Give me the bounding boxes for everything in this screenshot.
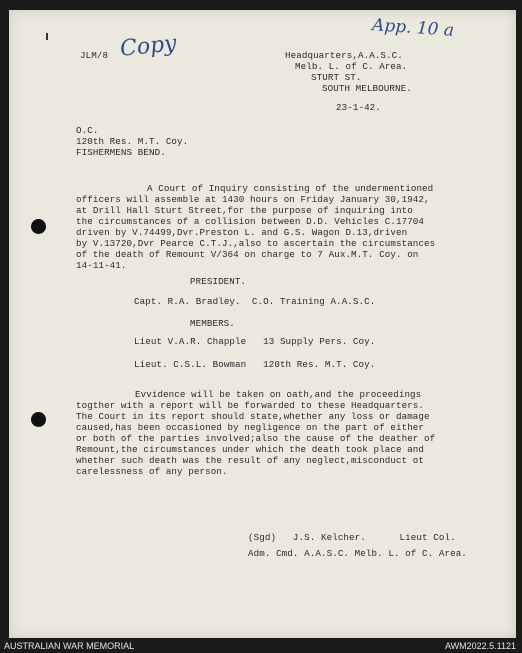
body-p1-line-5: driven by V.74499,Dvr.Preston L. and G.S. Wagon D.13,driven — [76, 227, 408, 238]
body-p2-line-7: whether such death was the result of any neglect,misconduct ot — [76, 455, 425, 466]
archive-name: AUSTRALIAN WAR MEMORIAL — [4, 641, 135, 651]
president-heading: PRESIDENT. — [190, 276, 247, 287]
address-line-1: Headquarters,A.A.S.C. — [285, 50, 403, 61]
address-line-4: SOUTH MELBOURNE. — [322, 83, 412, 94]
body-p1-line-6: by V.13720,Dvr Pearce C.T.J.,also to ascertain the circumstances — [76, 238, 436, 249]
member-entry-2: Lieut. C.S.L. Bowman 120th Res. M.T. Coy. — [134, 359, 376, 370]
body-p1-line-4: the circumstances of a collision between D.D. Vehicles C.17704 — [76, 216, 425, 227]
punch-hole-top — [31, 219, 46, 234]
body-p2-line-4: caused,has been occasioned by negligence on the part of either — [76, 422, 425, 433]
signature-line: (Sgd) J.S. Kelcher. Lieut Col. — [248, 532, 456, 543]
document-page — [9, 10, 516, 638]
body-p2-line-5: or both of the parties involved;also the cause of the deather of — [76, 433, 436, 444]
reference-number: JLM/8 — [80, 50, 109, 61]
address-line-2: Melb. L. of C. Area. — [295, 61, 408, 72]
document-date: 23-1-42. — [336, 102, 381, 113]
body-p2-line-2: togther with a report will be forwarded to these Headquarters. — [76, 400, 425, 411]
body-p1-line-3: at Drill Hall Sturt Street,for the purpose of inquiring into — [76, 205, 413, 216]
members-heading: MEMBERS. — [190, 318, 235, 329]
recipient-line-3: FISHERMENS BEND. — [76, 147, 166, 158]
copy-annotation: Copy — [118, 31, 178, 62]
body-p1-line-7: of the death of Remount V/364 on charge to 7 Aux.M.T. Coy. on — [76, 249, 419, 260]
accession-number: AWM2022.5.1121 — [444, 641, 516, 651]
body-p2-line-6: Remount,the circumstances under which the death took place and — [76, 444, 425, 455]
punch-hole-bottom — [31, 412, 46, 427]
body-p2-line-8: carelessness of any person. — [76, 466, 228, 477]
body-p1-line-1: A Court of Inquiry consisting of the undermentioned — [147, 183, 434, 194]
body-p2-line-1: Evvidence will be taken on oath,and the proceedings — [135, 389, 422, 400]
recipient-line-2: 120th Res. M.T. Coy. — [76, 136, 189, 147]
body-p1-line-2: officers will assemble at 1430 hours on Friday January 30,1942, — [76, 194, 430, 205]
body-p2-line-3: The Court in its report should state,whether any loss or damage — [76, 411, 430, 422]
ink-mark — [46, 33, 48, 40]
body-p1-line-8: 14-11-41. — [76, 260, 127, 271]
member-entry-1: Lieut V.A.R. Chapple 13 Supply Pers. Coy. — [134, 336, 376, 347]
recipient-line-1: O.C. — [76, 125, 99, 136]
address-line-3: STURT ST. — [311, 72, 362, 83]
appendix-annotation: App. 10 a — [371, 15, 455, 41]
president-entry: Capt. R.A. Bradley. C.O. Training A.A.S.C. — [134, 296, 376, 307]
signature-title: Adm. Cmd. A.A.S.C. Melb. L. of C. Area. — [248, 548, 467, 559]
